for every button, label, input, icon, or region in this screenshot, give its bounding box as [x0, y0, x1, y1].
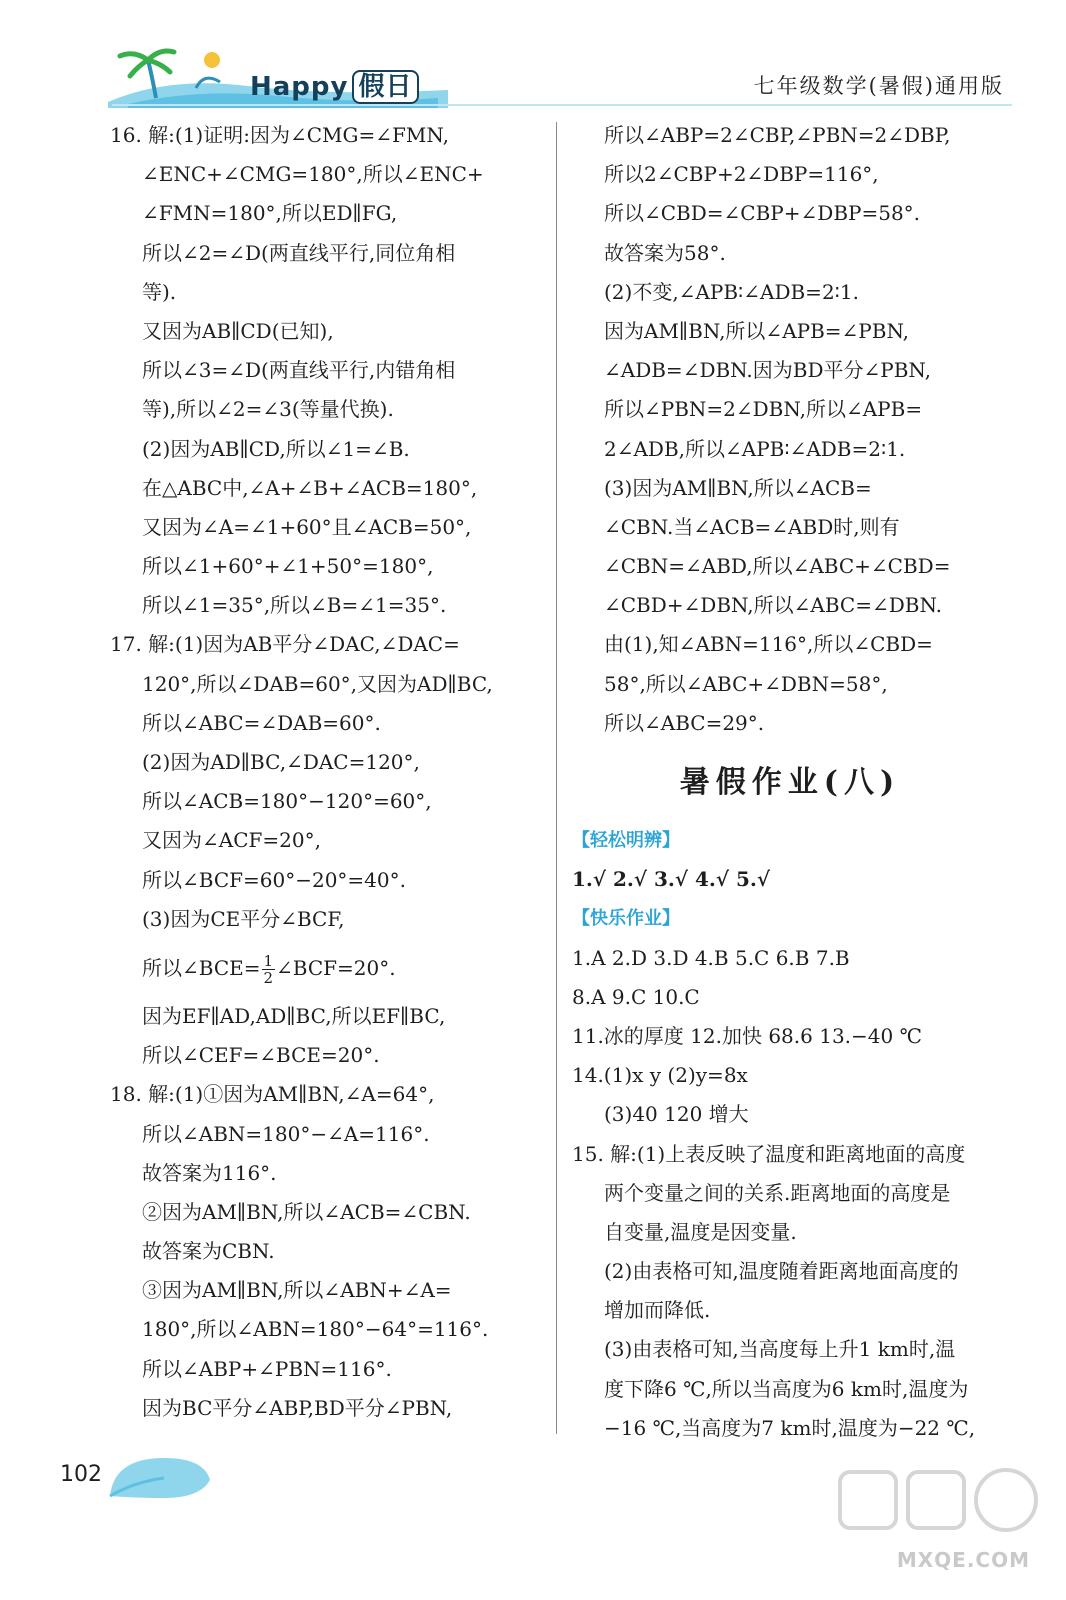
- section-title: 暑假作业(八): [679, 765, 901, 800]
- answer-line: 58°,所以∠ABC+∠DBN=58°,: [604, 671, 888, 696]
- answer-line: (2)因为AD∥BC,∠DAC=120°,: [142, 750, 420, 774]
- answer-line: (2)不变,∠APB∶∠ADB=2∶1.: [604, 279, 859, 304]
- answer-line: ∠ADB=∠DBN.因为BD平分∠PBN,: [604, 358, 931, 383]
- answer-line: 由(1),知∠ABN=116°,所以∠CBD=: [604, 632, 933, 657]
- answer-line: 度下降6 ℃,所以当高度为6 km时,温度为: [604, 1376, 969, 1401]
- answer-line: ②因为AM∥BN,所以∠ACB=∠CBN.: [142, 1199, 471, 1224]
- answer-line: 180°,所以∠ABN=180°−64°=116°.: [142, 1317, 489, 1342]
- answer-line: (3)因为CE平分∠BCF,: [142, 906, 345, 931]
- answer-line: 自变量,温度是因变量.: [604, 1219, 797, 1244]
- answer-line: −16 ℃,当高度为7 km时,温度为−22 ℃,: [604, 1415, 976, 1440]
- answer-line: 又因为∠A=∠1+60°且∠ACB=50°,: [142, 514, 472, 539]
- fraction: $\frac{1}{2}$: [263, 951, 274, 987]
- answer-line: ∠CBN=∠ABD,所以∠ABC+∠CBD=: [604, 554, 951, 579]
- answer-line: 又因为∠ACF=20°,: [142, 828, 321, 853]
- answer-line: 所以∠1=35°,所以∠B=∠1=35°.: [142, 593, 447, 618]
- answer-line: 故答案为CBN.: [142, 1239, 275, 1264]
- answer-line: 所以∠3=∠D(两直线平行,内错角相: [142, 358, 456, 383]
- answer-line: 又因为AB∥CD(已知),: [142, 318, 334, 343]
- answer-line: 所以∠2=∠D(两直线平行,同位角相: [142, 240, 456, 265]
- answer-line: 故答案为116°.: [142, 1160, 277, 1185]
- answer-line: (3)由表格可知,当高度每上升1 km时,温: [604, 1337, 956, 1362]
- answer-line: 15. 解:(1)上表反映了温度和距离地面的高度: [572, 1141, 966, 1166]
- fraction-line: 所以∠BCE= $\frac{1}{2}$ ∠BCF=20°.: [142, 951, 396, 987]
- watermark-text: MXQE.COM: [896, 1548, 1030, 1572]
- answer-line: 两个变量之间的关系.距离地面的高度是: [604, 1180, 951, 1205]
- page-header: [0, 0, 1066, 112]
- answer-line: 1.A 2.D 3.D 4.B 5.C 6.B 7.B: [572, 945, 850, 970]
- answer-line: (2)由表格可知,温度随着距离地面高度的: [604, 1259, 959, 1284]
- answer-line: 所以∠CBD=∠CBP+∠DBP=58°.: [604, 201, 921, 226]
- answer-line: 因为AM∥BN,所以∠APB=∠PBN,: [604, 318, 910, 343]
- page-number: 102: [60, 1462, 102, 1487]
- subject-label: 七年级数学(暑假)通用版: [753, 74, 1004, 98]
- answer-line: 1.√ 2.√ 3.√ 4.√ 5.√: [572, 867, 770, 892]
- answer-line: ∠ENC+∠CMG=180°,所以∠ENC+: [142, 162, 484, 187]
- answer-line: (3)40 120 增大: [604, 1102, 749, 1127]
- answer-line: 所以∠BCF=60°−20°=40°.: [142, 867, 406, 892]
- answer-line: 所以∠ABP+∠PBN=116°.: [142, 1356, 392, 1381]
- answer-line: 因为BC平分∠ABP,BD平分∠PBN,: [142, 1395, 453, 1420]
- left-column: [110, 116, 545, 1428]
- answer-line: 所以2∠CBP+2∠DBP=116°,: [604, 162, 879, 187]
- answer-line: 所以∠ABC=∠DAB=60°.: [142, 710, 381, 735]
- answer-line: 等),所以∠2=∠3(等量代换).: [142, 397, 394, 422]
- answer-line: 2∠ADB,所以∠APB∶∠ADB=2∶1.: [604, 436, 906, 461]
- answer-line: 所以∠ABP=2∠CBP,∠PBN=2∠DBP,: [604, 123, 951, 147]
- answer-line: 所以∠ACB=180°−120°=60°,: [142, 789, 432, 814]
- column-divider: [556, 122, 557, 1434]
- answer-line: (3)因为AM∥BN,所以∠ACB=: [604, 475, 872, 500]
- answer-line: (2)因为AB∥CD,所以∠1=∠B.: [142, 436, 410, 461]
- answer-line: 14.(1)x y (2)y=8x: [572, 1063, 748, 1088]
- brand-logo-text: Happy 假日: [250, 66, 419, 103]
- answer-line: 8.A 9.C 10.C: [572, 984, 700, 1009]
- header-rule: [112, 104, 1012, 106]
- answer-line: 所以∠ABC=29°.: [604, 710, 765, 735]
- answer-line: 17. 解:(1)因为AB平分∠DAC,∠DAC=: [110, 632, 460, 657]
- answer-line: 因为EF∥AD,AD∥BC,所以EF∥BC,: [142, 1003, 446, 1028]
- section-label: 【轻松明辨】: [572, 830, 680, 851]
- answer-line: ③因为AM∥BN,所以∠ABN+∠A=: [142, 1278, 452, 1303]
- answer-line: 所以∠PBN=2∠DBN,所以∠APB=: [604, 397, 923, 422]
- answer-line: 18. 解:(1)①因为AM∥BN,∠A=64°,: [110, 1082, 435, 1107]
- section-label: 【快乐作业】: [572, 908, 680, 930]
- answer-line: 所以∠1+60°+∠1+50°=180°,: [142, 554, 434, 579]
- answer-line: 120°,所以∠DAB=60°,又因为AD∥BC,: [142, 671, 493, 696]
- answer-line: ∠CBD+∠DBN,所以∠ABC=∠DBN.: [604, 593, 943, 618]
- answer-line: ∠CBN.当∠ACB=∠ABD时,则有: [604, 514, 900, 539]
- answer-line: 所以∠CEF=∠BCE=20°.: [142, 1043, 380, 1068]
- leaf-icon: [104, 1452, 214, 1502]
- answer-line: 增加而降低.: [604, 1298, 711, 1323]
- answer-line: 所以∠ABN=180°−∠A=116°.: [142, 1121, 430, 1146]
- right-column: [572, 116, 1008, 1448]
- answer-line: 在△ABC中,∠A+∠B+∠ACB=180°,: [142, 475, 478, 500]
- answer-line: 故答案为58°.: [604, 240, 726, 265]
- answer-line: ∠FMN=180°,所以ED∥FG,: [142, 201, 398, 226]
- answer-line: 16. 解:(1)证明:因为∠CMG=∠FMN,: [110, 123, 449, 147]
- answer-line: 等).: [142, 279, 177, 304]
- answer-line: 11.冰的厚度 12.加快 68.6 13.−40 ℃: [572, 1023, 922, 1048]
